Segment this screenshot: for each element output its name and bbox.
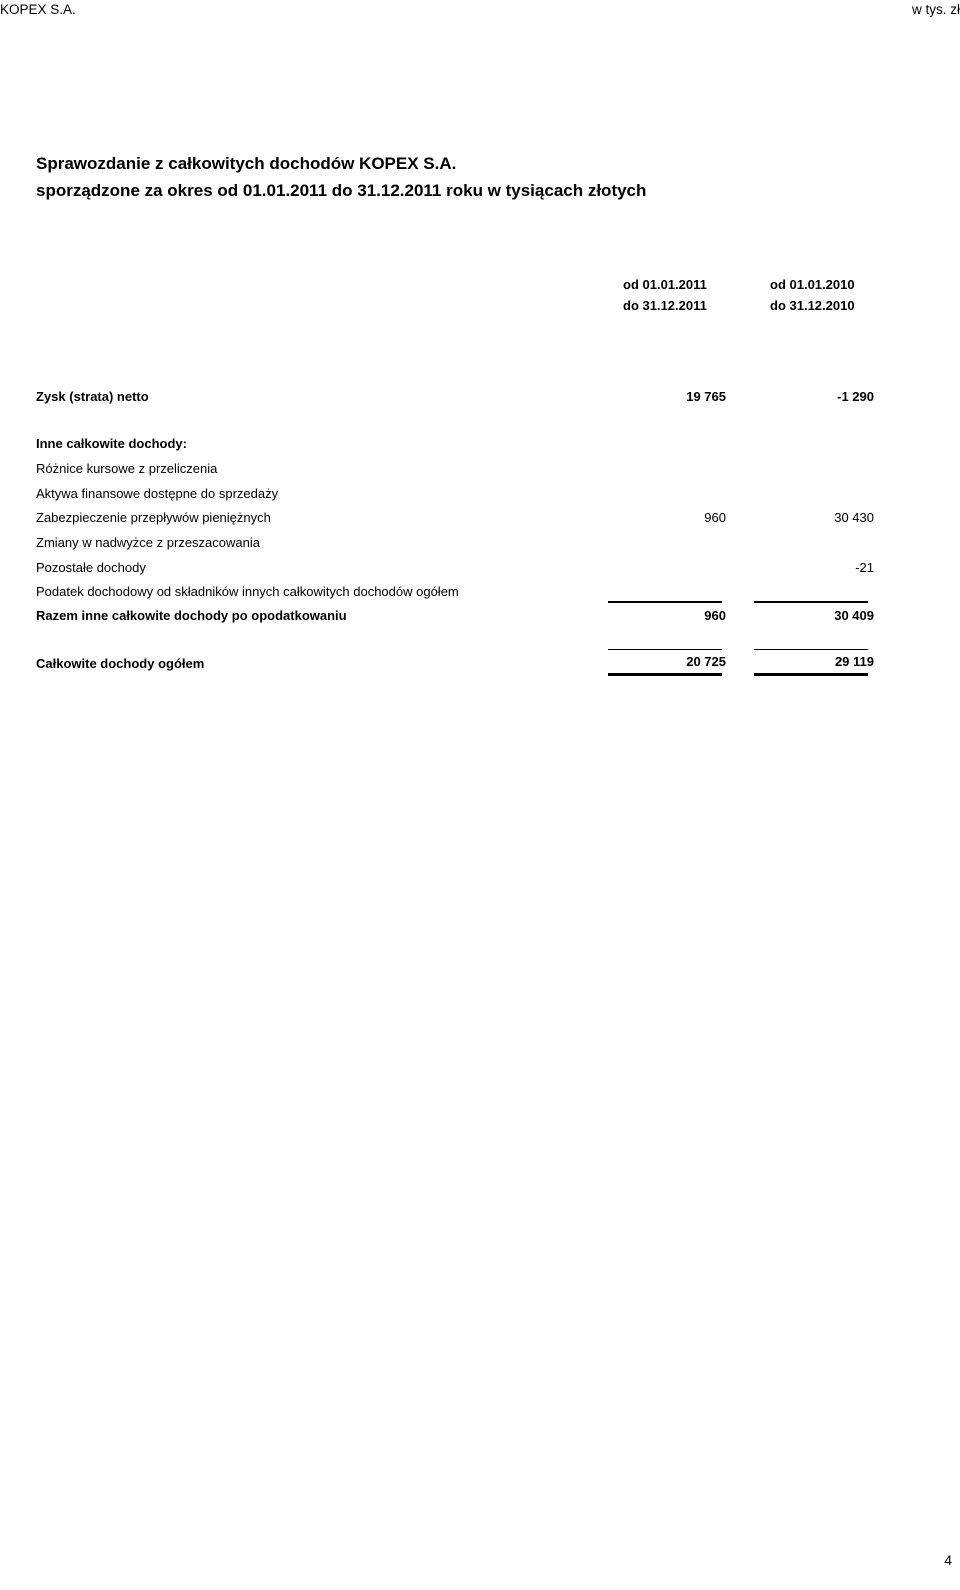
row-total-income-label: Całkowite dochody ogółem	[36, 656, 205, 671]
row-net-profit-label: Zysk (strata) netto	[36, 389, 149, 404]
total-double-rule-2011	[608, 673, 722, 676]
row-revaluation-label: Zmiany w nadwyżce z przeszacowania	[36, 535, 260, 550]
statement-period: sporządzone za okres od 01.01.2011 do 31.12.2011 roku w tysiącach złotych	[36, 181, 647, 200]
row-other-income-label: Pozostałe dochody	[36, 560, 146, 575]
col-2010-from: od 01.01.2010	[770, 277, 855, 292]
row-fx-diff-label: Różnice kursowe z przeliczenia	[36, 461, 218, 476]
row-income-tax-label: Podatek dochodowy od składników innych całkowitych dochodów ogółem	[36, 584, 459, 599]
subtotal-rule-2010	[754, 601, 868, 603]
row-oci-total-label: Razem inne całkowite dochody po opodatkowaniu	[36, 608, 347, 623]
total-rule-2010	[754, 649, 868, 650]
units-header: w tys. zł	[911, 2, 960, 17]
row-oci-total-2011: 960	[704, 608, 726, 623]
statement-title: Sprawozdanie z całkowitych dochodów KOPEX S.A.	[36, 154, 457, 173]
page-number: 4	[944, 1552, 952, 1568]
row-total-income-2011: 20 725	[686, 654, 726, 669]
row-cash-flow-hedge-2011: 960	[704, 510, 726, 525]
row-afs-assets-label: Aktywa finansowe dostępne do sprzedaży	[36, 486, 279, 501]
row-net-profit-2011: 19 765	[686, 389, 726, 404]
col-2011-from: od 01.01.2011	[623, 277, 707, 292]
row-net-profit-2010: -1 290	[837, 389, 874, 404]
row-total-income-2010: 29 119	[834, 654, 874, 669]
row-oci-total-2010: 30 409	[834, 608, 874, 623]
total-rule-2011	[608, 649, 722, 650]
total-double-rule-2010	[754, 673, 868, 676]
col-2011-to: do 31.12.2011	[623, 298, 707, 313]
row-cash-flow-hedge-label: Zabezpieczenie przepływów pieniężnych	[36, 510, 271, 525]
row-cash-flow-hedge-2010: 30 430	[834, 510, 874, 525]
col-2010-to: do 31.12.2010	[770, 298, 855, 313]
row-oci-heading: Inne całkowite dochody:	[36, 436, 187, 451]
subtotal-rule-2011	[608, 601, 722, 603]
row-other-income-2010: -21	[855, 560, 874, 575]
company-header: KOPEX S.A.	[0, 2, 76, 17]
